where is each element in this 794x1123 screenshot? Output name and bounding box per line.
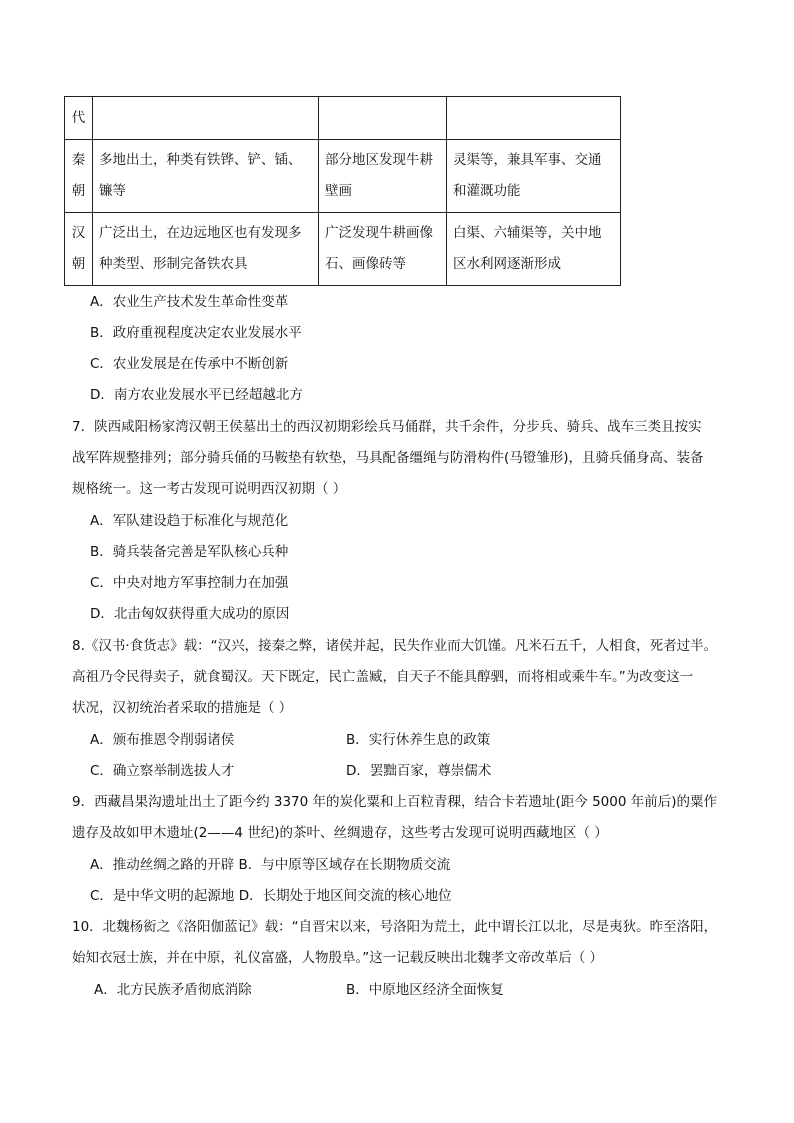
q9-stem-line-2: 遗存及故如甲木遗址(2——4 世纪)的茶叶、丝绸遗存，这些考古发现可说明西藏地区（ ） <box>72 825 608 841</box>
era-cell: 汉朝 <box>65 213 93 286</box>
q8-option-c: C．确立察举制选拔人才 <box>90 763 235 779</box>
q10-stem-line-1: 10．北魏杨衒之《洛阳伽蓝记》载：“自晋宋以来，号洛阳为荒土，此中谓长江以北，尽是夷狄。昨至洛阳， <box>72 919 718 935</box>
q6-option-b: B．政府重视程度决定农业发展水平 <box>90 325 302 341</box>
q8-stem-line-2: 高祖乃令民得卖子，就食蜀汉。天下既定，民亡盖臧，自天子不能具醇驷，而将相或乘牛车。”为改变这一 <box>72 669 694 685</box>
q8-option-b: B．实行休养生息的政策 <box>346 732 491 748</box>
q8-stem-line-3: 状况，汉初统治者采取的措施是（ ） <box>72 700 293 716</box>
q6-option-a: A．农业生产技术发生革命性变革 <box>90 294 289 310</box>
q9-stem-line-1: 9．西藏昌果沟遗址出土了距今约 3370 年的炭化粟和上百粒青稞，结合卡若遗址(距今 5000 年前后)的粟作 <box>72 794 717 810</box>
q9-options-cd: C．是中华文明的起源地 D．长期处于地区间交流的核心地位 <box>90 888 452 904</box>
q7-option-b: B．骑兵装备完善是军队核心兵种 <box>90 544 289 560</box>
q9-options-ab: A．推动丝绸之路的开辟 B．与中原等区域存在长期物质交流 <box>90 857 451 873</box>
q7-option-d: D．北击匈奴获得重大成功的原因 <box>90 606 290 622</box>
tools-cell <box>93 97 319 140</box>
era-cell: 代 <box>65 97 93 140</box>
q10-option-b: B．中原地区经济全面恢复 <box>346 982 504 998</box>
tools-cell: 广泛出土，在边远地区也有发现多种类型、形制完备铁农具 <box>93 213 319 286</box>
q7-option-a: A．军队建设趋于标准化与规范化 <box>90 513 289 529</box>
water-conservancy-cell: 白渠、六辅渠等，关中地区水利网逐渐形成 <box>447 213 621 286</box>
q10-stem-line-2: 始知衣冠士族，并在中原，礼仪富盛，人物殷阜。”这一记载反映出北魏孝文帝改革后（ ） <box>72 950 604 966</box>
tools-cell: 多地出土，种类有铁铧、铲、锸、镰等 <box>93 140 319 213</box>
q6-option-d: D．南方农业发展水平已经超越北方 <box>90 387 303 403</box>
q8-option-a: A．颁布推恩令削弱诸侯 <box>90 732 235 748</box>
era-cell: 秦朝 <box>65 140 93 213</box>
water-conservancy-cell: 灵渠等，兼具军事、交通和灌溉功能 <box>447 140 621 213</box>
q10-option-a: A．北方民族矛盾彻底消除 <box>94 982 252 998</box>
ox-plough-cell: 部分地区发现牛耕壁画 <box>319 140 447 213</box>
q6-option-c: C．农业发展是在传承中不断创新 <box>90 356 289 372</box>
q8-stem-line-1: 8.《汉书·食货志》载：“汉兴，接秦之弊，诸侯并起，民失作业而大饥馑。凡米石五千，人相食，死者过半。 <box>72 638 718 654</box>
ox-plough-cell: 广泛发现牛耕画像石、画像砖等 <box>319 213 447 286</box>
q7-stem-line-1: 7．陕西咸阳杨家湾汉朝王侯墓出土的西汉初期彩绘兵马俑群，共千余件，分步兵、骑兵、战车三类且按实 <box>72 419 702 435</box>
q7-stem-line-3: 规格统一。这一考古发现可说明西汉初期（ ） <box>72 481 347 497</box>
q7-stem-line-2: 战军阵规整排列；部分骑兵俑的马鞍垫有软垫，马具配备缰绳与防滑构件(马镫雏形)，且骑兵俑身高、装备 <box>72 450 704 466</box>
table-row <box>65 97 621 140</box>
table-row <box>65 140 621 213</box>
agriculture-comparison-table <box>64 96 621 286</box>
q7-option-c: C．中央对地方军事控制力在加强 <box>90 575 289 591</box>
q8-option-d: D．罢黜百家，尊崇儒术 <box>346 763 492 779</box>
ox-plough-cell <box>319 97 447 140</box>
water-conservancy-cell <box>447 97 621 140</box>
table-row <box>65 213 621 286</box>
